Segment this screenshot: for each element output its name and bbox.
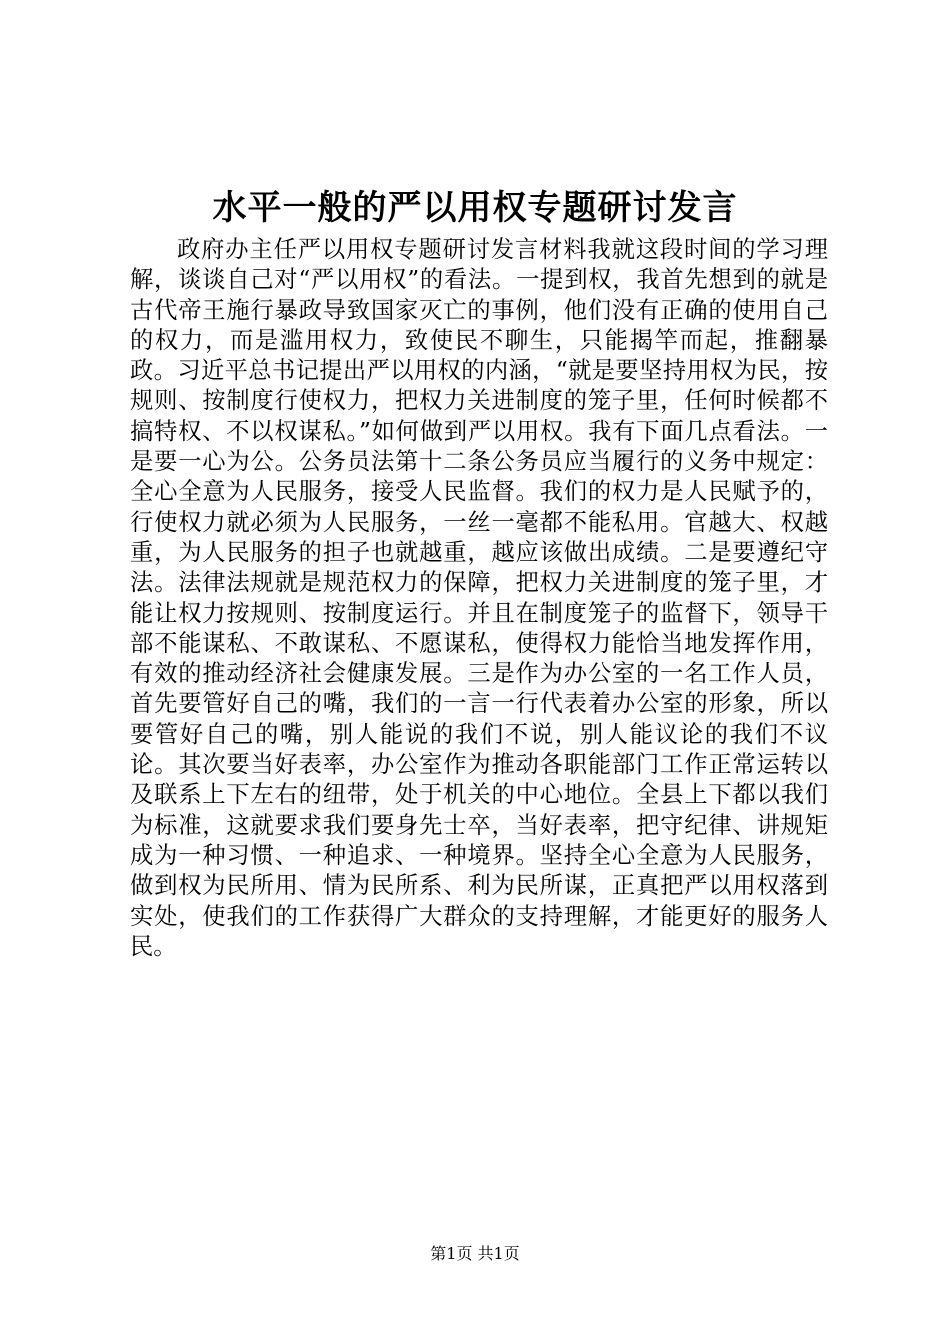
document-body-paragraph: 政府办主任严以用权专题研讨发言材料我就这段时间的学习理解，谈谈自己对“严以用权”的看法。一提到权，我首先想到的就是古代帝王施行暴政导致国家灭亡的事例，他们没有正确的使用自己的权力，而是滥用权力，致使民不聊生，只能揭竿而起，推翻暴政。习近平总书记提出严以用权的内涵，“就是要坚持用权为民，按规则、按制度行使权力，把权力关进制度的笼子里，任何时候都不搞特权、不以权谋私。”如何做到严以用权。我有下面几点看法。一是要一心为公。公务员法第十二条公务员应当履行的义务中规定：全心全意为人民服务，接受人民监督。我们的权力是人民赋予的，行使权力就必须为人民服务，一丝一毫都不能私用。官越大、权越重，为人民服务的担子也就越重，越应该做出成绩。二是要遵纪守法。法律法规就是规范权力的保障，把权力关进制度的笼子里，才能让权力按规则、按制度运行。并且在制度笼子的监督下，领导干部不能谋私、不敢谋私、不愿谋私，使得权力能恰当地发挥作用，有效的推动经济社会健康发展。三是作为办公室的一名工作人员，首先要管好自己的嘴，我们的一言一行代表着办公室的形象，所以要管好自己的嘴，别人能说的我们不说，别人能议论的我们不议论。其次要当好表率，办公室作为推动各职能部门工作正常运转以及联系上下左右的纽带，处于机关的中心地位。全县上下都以我们为标准，这就要求我们要身先士卒，当好表率，把守纪律、讲规矩成为一种习惯、一种追求、一种境界。坚持全心全意为人民服务，做到权为民所用、情为民所系、利为民所谋，正真把严以用权落到实处，使我们的工作获得广大群众的支持理解，才能更好的服务人民。: [130, 236, 828, 960]
document-title: 水平一般的严以用权专题研讨发言: [212, 188, 738, 228]
page-number-footer: 第1页 共1页: [430, 1244, 520, 1263]
